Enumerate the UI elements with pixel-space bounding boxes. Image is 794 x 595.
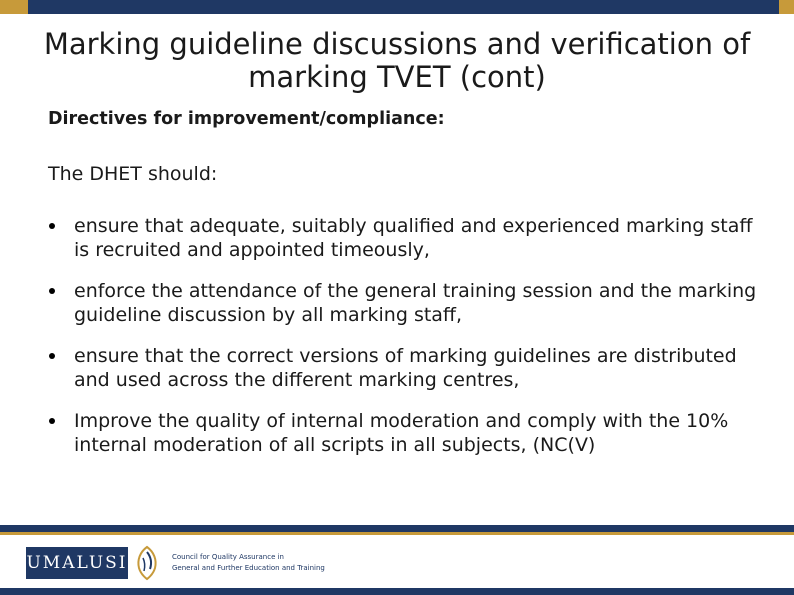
list-item-text: Improve the quality of internal moderation and comply with the 10% internal moderation of all scripts in all subjects, (NC(V) <box>74 410 729 456</box>
directive-list <box>48 214 768 474</box>
slide-subtitle: Directives for improvement/compliance: <box>48 109 445 129</box>
list-item <box>48 409 768 457</box>
bullet-icon <box>49 418 55 424</box>
list-item-text: enforce the attendance of the general training session and the marking guideline discussion by all marking staff, <box>74 280 757 326</box>
umalusi-logo: UMALUSI <box>26 547 128 579</box>
org-line-2: General and Further Education and Training <box>172 564 325 572</box>
footer-gold-line <box>0 532 794 535</box>
bullet-icon <box>49 353 55 359</box>
footer-bottom-bar <box>0 588 794 595</box>
top-navy-bar <box>28 0 794 14</box>
list-item <box>48 344 768 392</box>
bullet-icon <box>49 223 55 229</box>
footer-navy-line <box>0 525 794 532</box>
intro-text: The DHET should: <box>48 163 218 185</box>
bullet-icon <box>49 288 55 294</box>
organisation-name <box>172 552 325 574</box>
emblem-icon <box>132 544 162 582</box>
slide-title: Marking guideline discussions and verification of marking TVET (cont) <box>43 27 751 94</box>
list-item <box>48 214 768 262</box>
org-line-1: Council for Quality Assurance in <box>172 553 284 561</box>
list-item <box>48 279 768 327</box>
top-gold-corner <box>779 0 794 14</box>
list-item-text: ensure that the correct versions of marking guidelines are distributed and used across the different marking centres, <box>74 345 737 391</box>
list-item-text: ensure that adequate, suitably qualified and experienced marking staff is recruited and appointed timeously, <box>74 215 753 261</box>
